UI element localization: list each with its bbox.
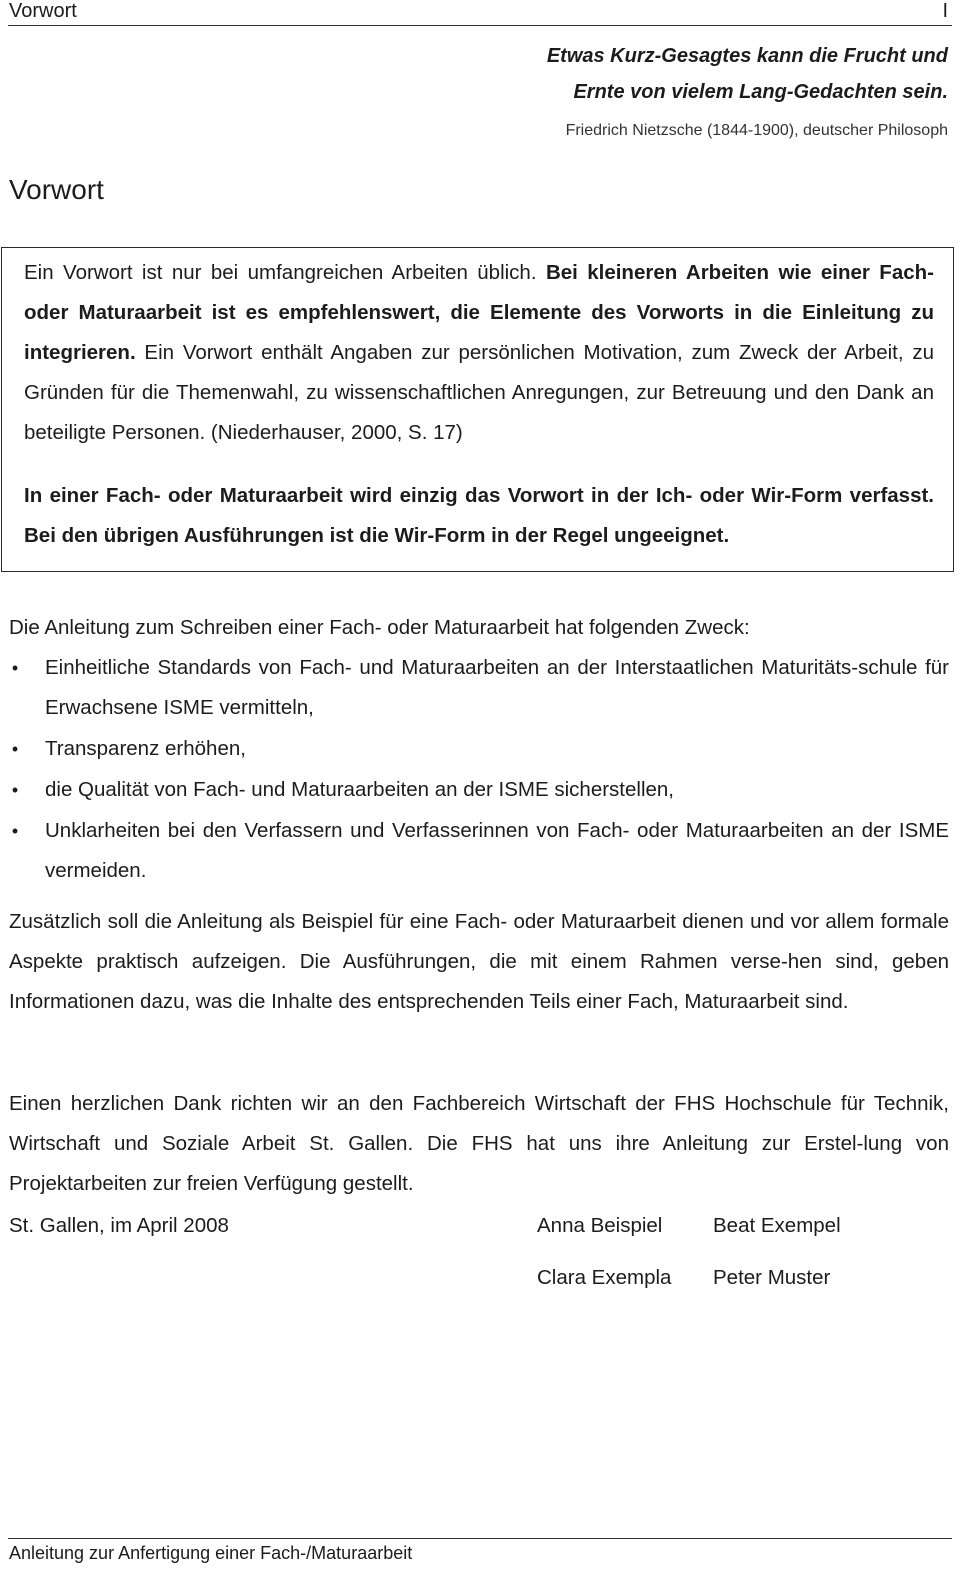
list-item: • Einheitliche Standards von Fach- und Maturaarbeiten an der Interstaatlichen Maturitäts-schule für Erwachsene ISME vermitteln, — [9, 648, 949, 728]
paragraph-purpose-example: Zusätzlich soll die Anleitung als Beispiel für eine Fach- oder Maturaarbeit dienen und vor allem formale Aspekte praktisch aufzeigen. Die Ausführungen, die mit einem Rahmen verse-hen sind, geben Informationen dazu, was die Inhalte des entsprechenden Teils einer Fach, Maturaarbeit sind. — [9, 910, 949, 1013]
info-box-paragraph-2: In einer Fach- oder Maturaarbeit wird einzig das Vorwort in der Ich- oder Wir-Form verfasst. Bei den übrigen Ausführungen ist die Wir-Form in der Regel ungeeignet. — [24, 484, 934, 547]
info-box-text: Ein Vorwort ist nur bei umfangreichen Arbeiten üblich. — [24, 261, 546, 284]
running-header-section: Vorwort — [9, 0, 77, 22]
info-box-bold-text: Bei kleineren Arbeiten wie einer Fach- oder Maturaarbeit ist es empfehlenswert, die Elemente des Vorworts in die Einleitung zu integrieren. — [24, 261, 934, 364]
epigraph-line-1: Etwas Kurz-Gesagtes kann die Frucht und — [546, 45, 948, 67]
bullet-icon: • — [11, 658, 19, 678]
running-footer: Anleitung zur Anfertigung einer Fach-/Maturaarbeit — [9, 1543, 413, 1563]
signature-name: Clara Exempla — [537, 1266, 672, 1289]
intro-paragraph: Die Anleitung zum Schreiben einer Fach- oder Maturaarbeit hat folgenden Zweck: — [9, 616, 750, 639]
header-divider — [8, 25, 952, 26]
info-box-paragraph-1 — [24, 253, 934, 453]
info-box-text-continued: Ein Vorwort enthält Angaben zur persönlichen Motivation, zum Zweck der Arbeit, zu Gründen für die Themenwahl, zu wissenschaftlichen Anregungen, zur Betreuung und den Dank an beteiligte Personen. (Niederhauser, 2000, S. 17) — [24, 341, 934, 444]
signature-name: Peter Muster — [713, 1266, 831, 1289]
epigraph-quote — [547, 38, 948, 110]
signature-name: Anna Beispiel — [537, 1214, 663, 1237]
list-item: • Transparenz erhöhen, — [9, 729, 949, 769]
page-title: Vorwort — [9, 174, 104, 205]
bullet-icon: • — [11, 780, 19, 800]
page-number: I — [942, 0, 948, 22]
purpose-list — [9, 648, 949, 892]
signature-place-date: St. Gallen, im April 2008 — [9, 1214, 229, 1237]
bullet-icon: • — [11, 821, 19, 841]
bullet-icon: • — [11, 739, 19, 759]
epigraph-line-2: Ernte von vielem Lang-Gedachten sein. — [573, 81, 948, 103]
list-item: • Unklarheiten bei den Verfassern und Verfasserinnen von Fach- oder Maturaarbeiten an der ISME vermeiden. — [9, 811, 949, 891]
epigraph-author: Friedrich Nietzsche (1844-1900), deutscher Philosoph — [565, 122, 948, 139]
paragraph-acknowledgement: Einen herzlichen Dank richten wir an den Fachbereich Wirtschaft der FHS Hochschule für Technik, Wirtschaft und Soziale Arbeit St. Gallen. Die FHS hat uns ihre Anleitung zur Erstel-lung von Projektarbeiten zur freien Verfügung gestellt. — [9, 1092, 949, 1195]
footer-divider — [8, 1538, 952, 1539]
list-item: • die Qualität von Fach- und Maturaarbeiten an der ISME sicherstellen, — [9, 770, 949, 810]
signature-name: Beat Exempel — [713, 1214, 841, 1237]
